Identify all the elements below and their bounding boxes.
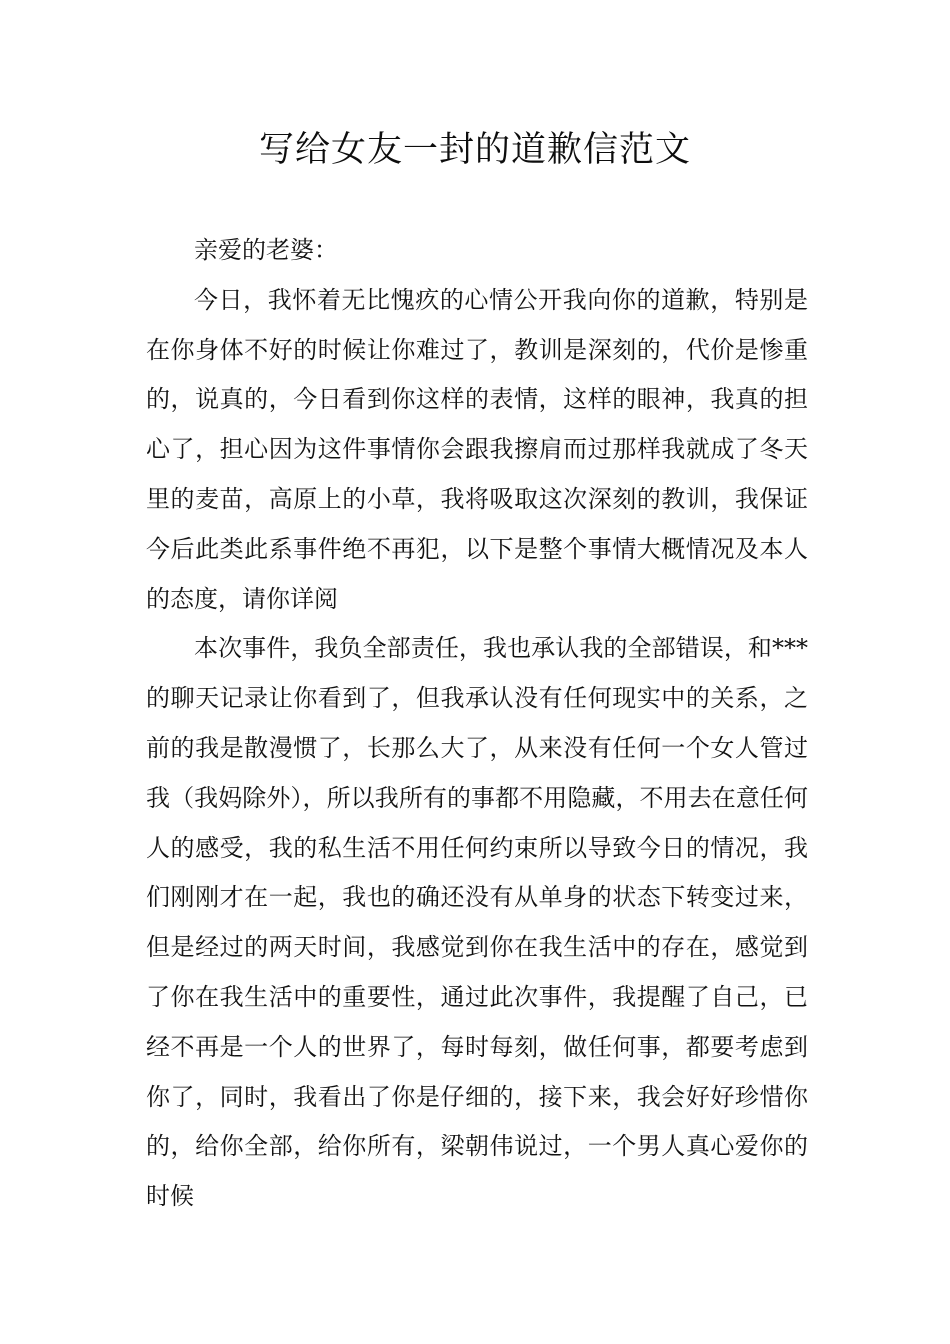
- letter-salutation: 亲爱的老婆：: [194, 236, 338, 264]
- letter-paragraph-1: 今日，我怀着无比愧疚的心情公开我向你的道歉，特别是在你身体不好的时候让你难过了，教训是深刻的，代价是惨重的，说真的，今日看到你这样的表情，这样的眼神，我真的担心了，担心因为这件事情你会跟我擦肩而过那样我就成了冬天里的麦苗，高原上的小草，我将吸取这次深刻的教训，我保证今后此类此系事件绝不再犯，以下是整个事情大概情况及本人的态度，请你详阅: [146, 285, 808, 613]
- letter-body: [146, 226, 808, 1222]
- letter-paragraph-2: 本次事件，我负全部责任，我也承认我的全部错误，和***的聊天记录让你看到了，但我承认没有任何现实中的关系，之前的我是散漫惯了，长那么大了，从来没有任何一个女人管过我（我妈除外），所以我所有的事都不用隐藏，不用去在意任何人的感受，我的私生活不用任何约束所以导致今日的情况，我们刚刚才在一起，我也的确还没有从单身的状态下转变过来，但是经过的两天时间，我感觉到你在我生活中的存在，感觉到了你在我生活中的重要性，通过此次事件，我提醒了自己，已经不再是一个人的世界了，每时每刻，做任何事，都要考虑到你了，同时，我看出了你是仔细的，接下来，我会好好珍惜你的，给你全部，给你所有，梁朝伟说过，一个男人真心爱你的时候: [146, 634, 808, 1211]
- document-title: 写给女友一封的道歉信范文: [258, 130, 691, 170]
